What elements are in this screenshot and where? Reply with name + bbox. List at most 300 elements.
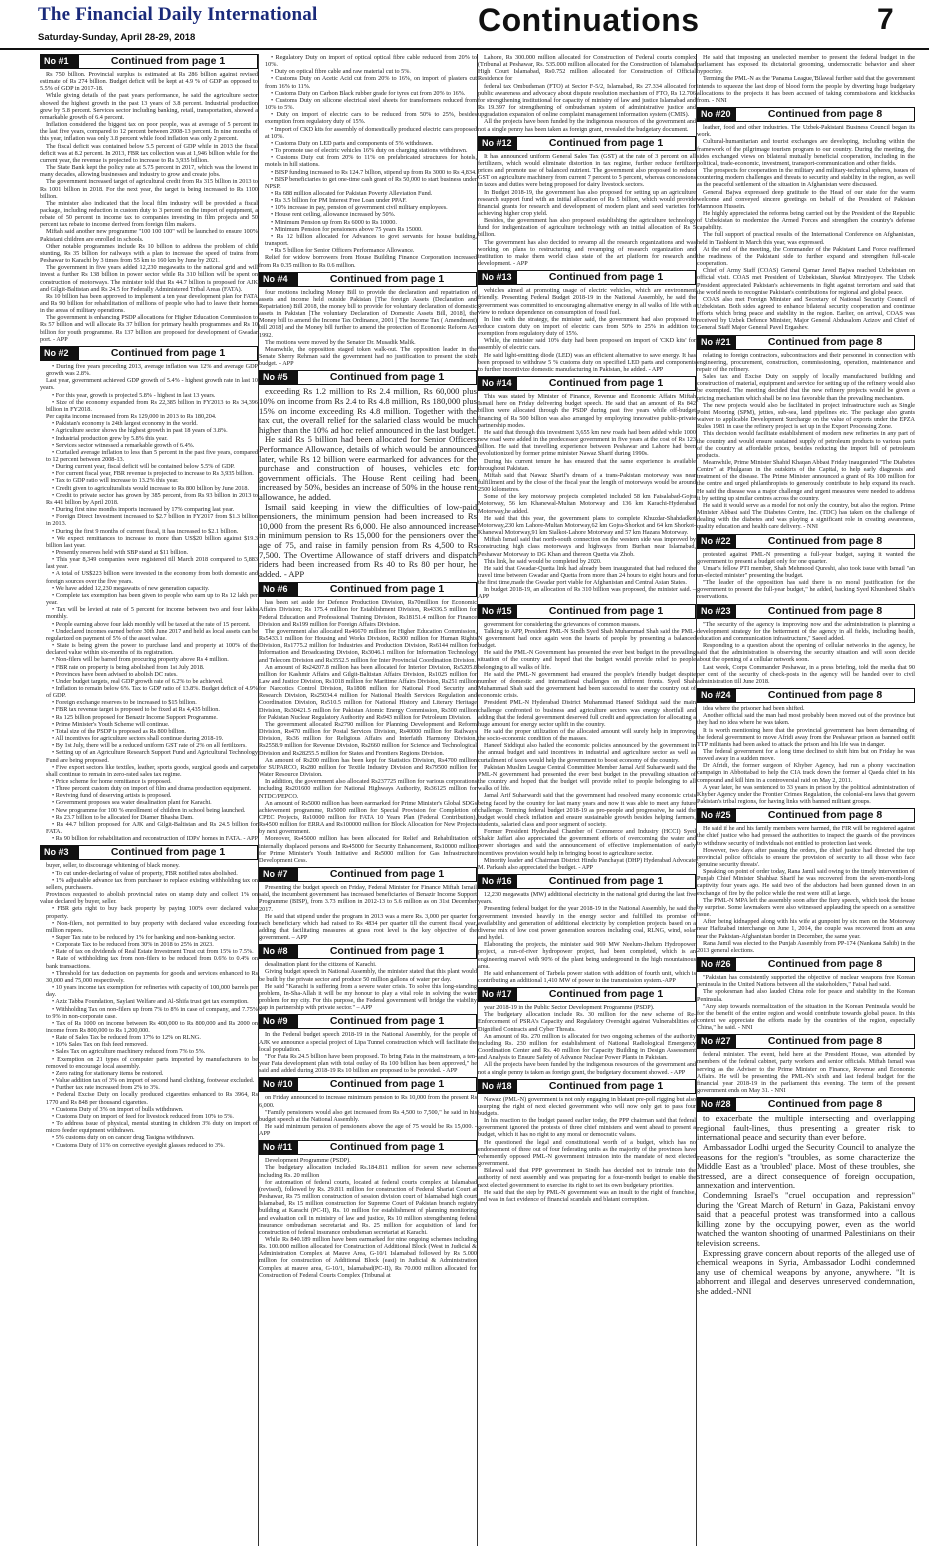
paragraph: • Customs Duty cut from 20% to 11% on prefabricated structures for hotels, motels in hill stations. [265,154,477,169]
paragraph: Elaborating the projects, the minister said 969 MW Neelum-Jhelum Hydropower project, a run-of-river hydropower project, had been completed, which is an engineering marvel with 90% of the plant being underground in the high mountainous area. [478,941,696,970]
story-body [259,289,477,368]
paragraph: • Foreign Direct Investment increased to $2.7 billion in FY2017 from $1.3 billion in 2013. [46,513,258,528]
continued-label: Continued from page 8 [767,1098,883,1111]
paragraph: Development Programme (PSDP). [265,1157,351,1165]
paragraph: He said enhancement of Tarbela power station with addition of fourth unit, which is contributing an additional 1,410 MW of power to the transmission system.-APP [478,969,696,984]
paragraph: Minority leader and Chairman District Hindu Panchayat (DHP) Hyderabad Advocate M. Parkash also appreciated the budget. - APP [478,856,696,871]
paragraph: • Total size of the PSDP is proposed as Rs 800 billion. [52,727,187,735]
story-header [478,270,696,285]
paragraph: • Sales Tax on agriculture machinery reduced from 7% to 5%. [52,1048,206,1056]
story [697,604,915,685]
paragraph: He said light-emitting diode (LED) was an efficient alternative to save energy. It has been proposed to withdraw 5 % customs duty on specified LED parts and components to further incentivize domestic manufacturing in Pakistan, he added. - APP [478,351,696,373]
story [697,107,915,332]
paragraph: At the end of the meeting, the Commander of the Pakistani Land Force reaffirmed the readiness of the Pakistani side to further expand and strengthen full-scale cooperation. [697,245,915,268]
story-body [40,71,258,343]
story [478,1079,696,1203]
story-body [40,862,258,1148]
paragraph: The PML-N MPA left the assembly soon after the fiery speech, which took the house by surprise. Some lawmakers were also witnessed applauding the speech on a sensitive issue. [697,896,915,919]
story [259,944,477,1011]
paragraph: The government allocated Rs2790 million for Planning Development and Reform Division, Rs470 million for Postal Services Division, Rs40000 million for Railways Division, Rs36 million for Religious Affairs and Interfaith Harmony Division, Rs2558.9 million for Revenue Division, Rs2660 million for Science and Technological Division and Rs28255.5 million for States and Frontiers Regions Division. [259,720,477,757]
paragraph: Chief of Army Staff (COAS) General Qamar Javed Bajwa reached Uzbekistan on official visit. COAS met President of Uzbekistan, Shavkat Mirziyoyev. The Uzbek President appreciated Pakistan's achievements in fight against terrorism and said that the world needs to recognise Pakistan's contributions for regional and global peace. [697,267,915,296]
story [259,1077,477,1137]
continued-label: Continued from page 8 [767,534,883,547]
paragraph: • Customs Duty of 3% on import of bulls withdrawn. [52,1105,184,1113]
continued-label: Continued from page 8 [767,689,883,702]
paragraph: Rana Jamil was elected to the Punjab Assembly from PP-174 (Nankana Sahib) in the 2013 general elections. [697,939,915,954]
story [259,54,477,269]
paragraph: • FBR rate on property is being abolished from 1st July 2018. [52,663,205,671]
paragraph: • Customs Duty on Acetic Acid cut from 20% to 16%, on import of plasters cut from 16% to 11%. [265,75,477,90]
paragraph: He said Rs 5 billion had been allocated for Senior Officers Performance Allowance, details of which would be announced later, while Rs 12 billion were earmarked for advances for the purchase and construction of houses, vehicles etc for government officials. The House Rent ceiling had been increased by 50%, besides an increase of 50% in the house rent allowance, he added. [259,434,477,502]
story [259,1014,477,1074]
story-body [697,705,915,805]
continued-label: Continued from page 1 [548,988,664,1001]
story [40,346,258,842]
story-body [478,393,696,601]
paragraph: • 10% increase in pay, pension of government civil military employees. [271,204,448,212]
paragraph: • Rs 5 billion for Senior Officers Performance Allowance. [271,247,415,255]
paragraph: He highly appreciated the reforms being carried out by the President of the Republic of Uzbekistan to modernize the Armed Forces and strengthen the country's defense capability. [697,209,915,232]
story-header [40,346,258,361]
paragraph: He questioned the legal and constitutional worth of a budget, which has no endorsement of three out of four federating units as the majority of the provinces have vehemently opposed PML-N government intrusion into the mandate of next elected government. [478,1138,696,1168]
story [697,1097,915,1296]
story-header [259,1014,477,1029]
paragraph: Haneef Siddiqui also hailed the economic policies announced by the government in the annual budget and said incentives in industrial and agriculture sector as well as curtailment of taxes would help the government to boost economy of the country. [478,742,696,764]
paragraph: • All incentives for agriculture sectors shall continue during 2018-19. [52,735,224,743]
paragraph: In addition, the government also allocated Rs237725 million for various corporations including Rs201600 million for National Highways Authority, Rs36125 million for NTDC/PEPCO. [259,778,477,800]
paragraph: • Price scheme for home remittance is proposed. [52,778,172,785]
paragraph: "The leader of the opposition has said there is no moral justification for the government to present the full-year budget," he added, backing Syed Khursheed Shah's reservations. [697,579,915,601]
paragraph: Meanwhile, Prime Minister Shahid Khaqan Abbasi Friday inaugurated "The Diabetes Centre" at Phulgaran in the outskirts of the Capital, to help early diagnosis and treatment of the disease. The Prime Minister announced a grant of Rs 100 million for the centre and urged philanthropists to generously contribute to help expand its reach. He said the disease was a major challenge and urgent measures were needed to address it by setting up similar centres across the country. [697,458,915,502]
paragraph: "Pakistan has consistently supported the objective of nuclear weapons free Korean peninsula in the United Nations between all the stakeholders," Faisal had said. [697,974,915,989]
story-header [478,874,696,889]
paragraph: An amount of Rs. 270 million is allocated for two ongoing schemes of the authority including Rs. 230 million for establishment of National Radiological Emergency Coordination Center and Rs. 40 million for Capacity Building in Design Assessment and Analysis to Ensure Safety of Advance Nuclear Power Plants in Pakistan. [478,1032,696,1062]
paragraph: buyer, seller, to discourage whitening of black money. [46,862,180,870]
story-header [697,335,915,350]
story-header [697,107,915,122]
story-body [259,599,477,864]
story-body [478,891,696,984]
story-header [697,1034,915,1049]
story-body [478,1096,696,1203]
paragraph: All the projects have been funded by the indigenous resources of the government and not a single penny has been taken as foreign grant, revealed the budgetary document. [478,118,696,133]
story-body [259,1157,477,1279]
story-number: No #1 [41,55,79,68]
paragraph: government for considering the grievances of common masses. [484,620,641,628]
paragraph: • Pakistan's economy is 24th largest economy in the world. [52,420,198,428]
paragraph: • Super Tax rate to be reduced by 1% for banking and non-banking sector. [52,933,236,941]
continued-label: Continued from page 8 [767,108,883,121]
story-body [259,1094,477,1137]
paragraph: Jamal Arif Suharwardi said that the government had resolved many economic crisis being faced by the country for last many years and now it was able to meet any future challenge. Terming federal budget 2018-19 as pro-people and progressive, he said the budget would check inflation and ensure sustainable growth besides helping farmers, students, salaried class and poor segment of society. [478,792,696,828]
paragraph: He said the PML-N Government has presented the ever best budget in the prevailing situation of the country and hoped that the budget would provide relief to people belonging to all walks of life. [478,649,696,671]
paragraph: • Withholding Tax on non-filers up from 7% to 8% in case of company, and 7.75% to 9% in non-corporate case. [46,1005,258,1020]
story-number: No #26 [698,958,736,971]
paragraph: He said that the step by PML-N government was an insult to the right of franchise, and was in fact evidence of financial scandals and blatant corruption. [478,1188,696,1203]
paper-date: Saturday-Sunday, April 28-29, 2018 [38,32,196,43]
continued-label: Continued from page 1 [548,604,664,617]
paragraph: • Foreign exchange reserves to be increased to $15 billion. [52,699,197,707]
paragraph: • Rs 125 billion proposed for Benazir Income Support Programme. [52,713,218,721]
paragraph: • Credit given to agriculturalists would increase to Rs 800 billion by June 2018. [52,484,250,492]
paragraph: • During current year, fiscal deficit will be contained below 5.5% of GDP. [52,463,235,471]
paragraph: The budgetary allocation included Rs.184.811 million for seven new schemes including Rs. 20 million [259,1164,477,1179]
story-number: No #12 [479,137,517,150]
paragraph: Sales tax and Excise Duty on supply of locally manufactured building and construction of material, equipment and service for setting up of the refinery would also be exempted. The meeting decided that the new refinery projects would be given a pricing mechanism which shall be no less favorable than the prevailing mechanism. [697,373,915,402]
paragraph: Another official said the man had most probably been moved out of the province but they had no idea where he was taken. [697,712,915,727]
paragraph: An amount of Rs5000 million has been earmarked for Prime Minister's Global SDGs achievement programme, Rs5000 million for Special Provision for Completion of CPEC Projects, Rs10000 million for FATA 10 Years Plan (Federal Contribution), Rs4500 million for ERRA and Rs100000 million for Block Allocation for New Projects by next government. [259,799,477,836]
continued-label: Continued from page 1 [329,1141,445,1154]
paragraph: He said the proper utilization of the allocated amount will surely help in improving the socio-economic condition of the masses. [478,727,696,743]
paragraph: • Customs Duty on import of feed for livestock reduced from 10% to 5%. [52,1112,234,1120]
continued-label: Continued from page 8 [767,1035,883,1048]
paragraph: In line with the strategy, the minister said, the government had also proposed to reduce custom duty on import of electric cars from 50% to 25% in addition to exemption from regulatory duty of 15%. [478,315,696,338]
paragraph: This link, he said would be completed by 2020. [484,557,602,565]
paragraph: He said "Karachi is suffering from a severe water crisis. To solve this long-standing problem, In-Sha-Allah it will be my honour to play a vital role in solving the water problem for my city. For this purpose, the Federal government will bridge the viability gap in partnership with private sector." – APP [259,982,477,1012]
paragraph: It has announced uniform General Sales Tax (GST) at the rate of 3 percent on all fertilizers, which would eliminate distortion in tax regime, further reduce fertilizer prices and promote use of balanced nutrient. The government also proposed to reduce GST on agriculture machinery from current 7 percent to 5 percent, whereas concessions in taxes and duties were being proposed for dairy livestock sectors. [478,152,696,189]
paragraph: Miftah said that Nawaz Sharif's dream of a trans-Pakistan motorway was near fulfillment and by the close of the fiscal year the length of motorways would be around 2500 kilometres. [478,471,696,494]
paragraph: The government in five years added 12,230 megawatts to the national grid and will invest a further Rs 138 billion in power sector while Rs 310 billion will be spent on construction of motorways. The minister told that Rs 44.7 billion is proposed for AJK and Gilgit-Baltistan and Rs 24.5 for Federally Administered Tribal Areas (FATA). [40,264,258,293]
paragraph: An amount of Rs24207.8 million has been allocated for Interior Division, Rs5205.8 million for Kashmir Affairs and Gilgit-Baltistan Affairs Division, Rs1025 million for Law and Justice Division, Rs1018 million for Maritime Affairs Division, Rs251 million for Narcotics Control Division, Rs1808 million for National Food Security and Research Division, Rs25034.4 million for National Health Services Regulation and Coordination Division, Rs510.5 million for National History and Literary Heritage Division, Rs30421.5 million for Pakistan Atomic Energy Commission, Rs300 million for Pakistan Nuclear Regulatory Authority and Rs943 million for Petroleum Division. [259,663,477,721]
paragraph: • Under budget targets, real GDP growth rate of 6.2% to be achieved. [52,677,224,685]
story-body [259,884,477,941]
story-number: No #21 [698,336,736,349]
continued-label: Continued from page 1 [548,377,664,390]
paragraph: • During the first 9 months of current fiscal, it has increased to $2.1 billion. [52,527,239,535]
paragraph: • Complete tax exemption has been given to people who earn up to Rs 12 lakh per year. [46,591,258,607]
paragraph: • We expect remittances to increase to more than US$20 billion against $19.3 billion last year. [46,534,258,549]
paragraph: The full support of practical results of the International Conference on Afghanistan, held in Tashkent in March this year, was expressed. [697,231,915,246]
paragraph: relating to foreign contractors, subcontractors and their personnel in connection with engineering, procurement, construction, commissioning, operation, maintenance and repair of the refinery. [697,351,915,373]
paragraph: While giving details of the past years performance, he said the agriculture sector showed the highest growth in the past 13 years of 3.8 percent. Industrial production grew by 5.8 percent. Services sector including banking, retail, transportation, showed a remarkable growth of 6.4 percent. [40,92,258,121]
story-body [697,1114,915,1296]
story-body [478,1004,696,1076]
paragraph: He said that this year, the government plans to complete Khuzdar-Shahdadkot Motorway,230 km Lahore-Multan Motorway,62 km Gojra-Shorkot and 64 km Shorkot-Khanewal Motorway,91 km Sialkot-Lahore Motorway and 57 km Hazara Motorway. [478,514,696,537]
paragraph: • We have added 12,230 megawatts of new generation capacity. [52,584,210,592]
paragraph: • Rate of withholding tax from non-filers to be reduced from 0.6% to 0.4% on bank transactions. [46,955,258,970]
paragraph: An amount of Rs200 million has been kept for Statistics Division, Rs4700 million for SUPARCO, Rs280 million for Textile Industry Division and Rs79500 million for Water Resource Division. [259,756,477,779]
paragraph: • Value addition tax of 3% on import of second hand clothing, footwear excluded. [52,1077,255,1085]
paragraph: "For Fata Rs 24.5 billion have been proposed. To bring Fata in the mainstream, a ten-year Fata development plan with total outlay of Rs 100 billion has been approved," he said and added during 2018-19 Rs 10 billion are proposed to be provided. - APP [259,1052,477,1075]
story [697,808,915,954]
story-number: No #16 [479,875,517,888]
paragraph: Presenting the budget speech on Friday, Federal Minister for Finance Miftah Ismail said, the incumbent government has increased beneficiaries of Benazir Income Support Programme (BISP), from 3.73 million in 2012-13 to 5.6 million as on 31st December 2017. [259,884,477,913]
story-number: No #10 [260,1078,298,1091]
paragraph: Last year, government achieved GDP growth of 5.4% - highest growth rate in last 10 years. [40,377,258,392]
paragraph: • Customs Duty of 11% on corrective eyesight glasses reduced to 3%. [52,1141,225,1149]
story-header [259,867,477,882]
story-number: No #22 [698,535,736,548]
story-number: No #24 [698,689,736,702]
paragraph: • Government proposes sea water desalination plant for Karachi. [52,799,212,807]
continued-label: Continued from page 8 [767,958,883,971]
paragraph: Ambassador Lodhi urged the Security Council to analyze the reasons for the region's "troubles, as some characterize the Middle East as a 'troubled' place. Most of these troubles, she stressed, are a direct consequence of foreign occupation, annexation and intervention. [697,1142,915,1191]
paragraph: • Rs 44.7 billion proposed for AJK and Gilgit-Baltistan and Rs 24.5 billion for FATA. [46,820,258,836]
story-number: No #7 [260,868,298,881]
column-3 [478,54,696,1546]
story-header [259,582,477,597]
story [478,270,696,373]
paragraph: federal minister. The event, held here at the President House, was attended by members of the federal cabinet, party workers and senior officials. Miftah Ismail was serving as the Adviser to the Prime Minister on Finance, Revenue and Economic Affairs. He will be presenting the PML-N's sixth and last federal budget for the financial year 2018-19 in the parliament this evening. The term of the present government ends on May 31. - NNI [697,1051,915,1095]
continued-label: Continued from page 1 [329,583,445,596]
column-4 [697,54,915,1546]
paragraph: Talking to APP, President PML-N Sindh Syed Shah Muhammad Shah said the PML-N government had once again won the hearts of people by presenting a balanced budget. [478,627,696,650]
paragraph: Expressing grave concern about reports of the alleged use of chemical weapons in Syria, Ambassador Lodhi condemned any use of chemical weapons by anyone, anywhere. "It is abhorrent and illegal and deserves unreserved condemnation, she added.-NNI [697,1247,915,1296]
paragraph: General Bajwa expressed deep gratitude to the Head of our state for the warm welcome and conveyed sincere greetings on behalf of the President of Pakistan Mamnoon Hussein. [697,188,915,210]
paragraph: Last week, Corps Commander Peshawar, in a press briefing, told the media that 90 per cent of the security of check-posts in the agency will be handed over to civil administration till June 2018. [697,663,915,685]
story-body [40,363,258,842]
story [478,136,696,268]
continued-label: Continued from page 1 [329,945,445,958]
paragraph: Moreover, Rs45000 million has been allocated for Relief and Rehabilitation of internally displaced persons and Rs45000 for Security Enhancement, Rs10000 million for Prime Minister's Youth Initiative and Rs5000 million for Gas Infrastructure Development Cess. [259,835,477,864]
paragraph: • Agriculture sector shows the highest growth in past 18 years of 3.8%. [52,427,228,435]
paragraph: • Minimum Pension up from Rs 6000 to Rs 10000. [271,218,397,226]
paragraph: During his current tenure he has ensured that the same experience is available throughout Pakistan. [478,457,696,472]
paragraph: • Inflation to remain below 6%. Tax to GDP ratio of 13.8%. Budget deficit of 4.9% of GDP. [46,684,258,700]
paragraph: • Non-filers will be barred from procuring property above Rs 4 million. [52,656,229,664]
paragraph: leather, food and other industries. The Uzbek-Pakistani Business Council began its work. [697,124,915,139]
story [478,604,696,871]
story-number: No #25 [698,809,736,822]
paragraph: Rs 10 billion has been approved to implement a ten year development plan for FATA and Rs 90 billion for rehabilitation of millions of people who had to leave their homes in the areas of military operations. [40,292,258,315]
paragraph: Nawaz (PML-N) government is not only engaging in blatant pre-poll rigging but also usurping the right of next elected government who will now only get to pass four budgets. [478,1095,696,1117]
paragraph: • 10% Sales Tax on fish feed removed. [52,1041,148,1049]
paragraph: • Rs 90 billion for rehabilitation and reconstruction of IDPs' homes in FATA. - APP [52,835,258,843]
section-title: Continuations [478,2,700,38]
story [259,867,477,941]
story [697,688,915,805]
paragraph: • New programme for 100 % enrollment of children in school being launched. [52,806,246,814]
paragraph: Presenting federal budget for the year 2018-19 in the National Assembly, he said the government invested heavily in the energy sector and fulfilled its promise of availability and generation of additional electricity by completion projects based on a diverse mix of low cost power generation sources including coal, RLNG, wind, solar and hydel. [478,905,696,942]
paragraph: While, the minister said 10% duty had been proposed on import of 'CKD kits' for assembly of electric cars. [478,337,696,352]
paragraph: • Tax to GDP ratio will increase to 13.2% this year. [52,477,179,485]
story-body [697,352,915,531]
paragraph: Per capita income increased from Rs 129,000 in 2013 to Rs 180,204. [46,413,217,421]
paragraph: • Services sector witnessed a remarkable growth of 6.4%. [52,441,195,449]
paragraph: • To address issue of physical, mental stunting in children 3% duty on import of micro feeder equipment withdrawn. [46,1120,258,1135]
paragraph: He said if he and his family members were harmed, the FIR will be registered against the chief justice who had pressed the authorities to inspect the guards of the provinces to withdraw security of individuals not entitled to protection last week. [697,825,915,847]
paragraph: The State Bank kept the policy rate at 5.75 percent in 2017, which was the lowest in many decades, allowing businesses and industry to grow and create jobs. [40,164,258,179]
paragraph: • Zero rating for stationary items be restored. [52,1069,164,1077]
story-body [697,621,915,685]
paragraph: Condemning Israel's "cruel occupation and repression" during the 'Great March of Return' in Gaza, Pakistani envoy said that a peaceful protest was transformed into a callous killing zone by the occupying power, even as the world watched the wanton shooting of unarmed Palestinians on their television screens. [697,1189,915,1248]
story-number: No #5 [260,371,298,384]
paragraph: The federal government for a long time declined to shift him but on Friday he was moved away in a sudden move. [697,747,915,763]
paragraph: • BISP funding increased to Rs 124.7 billion, stipend up from Rs 3000 to Rs 4,834. [271,168,477,176]
paragraph: • Threshold for tax deduction on payments for goods and services enhanced to Rs 30,000 and 75,000 respectively. [46,969,258,984]
paragraph: • For current fiscal year, FBR revenue is projected to increase to Rs 3,935 billion. [52,470,254,478]
continued-label: Continued from page 1 [548,1079,664,1092]
paragraph: • Duty on optical fibre cable and raw material cut to 5%. [271,68,411,76]
story-number: No #9 [260,1015,298,1028]
story-body [478,621,696,871]
story-header [697,957,915,972]
paragraph: • Credit to private sector has grown by 385 percent, from Rs 93 billion in 2013 to Rs 441 billion by April 2018. [46,491,258,506]
paragraph: In budget 2018-19, an allocation of Rs 310 billion was proposed, the minister said. – APP [478,586,696,601]
continued-label: Continued from page 1 [329,272,445,285]
continued-label: Continued from page 8 [767,335,883,348]
paragraph: The government also allocated Rs46670 million for Higher Education Commission, Rs5433.1 million for Housing and Works Division, Rs300 million for Human Rights Division, Rs1775.2 million for Industries and Production Division, Rs6144 million for Information and Broadcasting Division, Rs3046.1 million for Information Technology and Telecom Division and Rs3552.5 million for Inter Provincial Coordination Division. [259,627,477,664]
paragraph: Speaking on point of order today, Rana Jamil said owing to the timely intervention of Punjab Chief Minister Shahbaz Sharif he was recovered from the seven-month-long captivity four years ago. He said two of the abductors had been gunned down in an exchange of fire by the police while the rest were still at large. [697,868,915,897]
paragraph: Rs 750 billion. Provincial surplus is estimated at Rs 286 billion against revised estimate of Rs 274 billion. Budget deficit will be kept at 4.9 % of GDP as opposed to 5.5% of GDP in 2017-18. [40,71,258,93]
paragraph: • Non-filers, not permitted to buy property with declared value exceeding four million rupees. [46,919,258,934]
story-header [259,1077,477,1092]
story [259,272,477,368]
paragraph: 12,230 megawatts (MW) additional electricity in the national grid during the last five years. [478,891,696,906]
continued-label: Continued from page 1 [110,846,226,859]
paragraph: • Federal Excise Duty on locally produced cigarettes enhanced to Rs 3964, Rs 1770 and Rs 848 per thousand cigarettes. [46,1091,258,1106]
paragraph: • Minimum Pension for pensioners above 75 years Rs 15000. [271,225,423,233]
story-body [478,54,696,133]
paragraph: • Corporate Tax to be reduced from 30% in 2018 to 25% in 2023. [52,941,214,949]
paragraph: • Exemption on 21 types of computer parts imported by manufacturers to be removed to encourage local assembly. [46,1055,258,1070]
story-body [259,387,477,579]
story-header [697,808,915,823]
paragraph: The fiscal deficit was contained below 5.5 percent of GDP while in 2013 the fiscal deficit was at 8.2 percent. In 2013, FBR tax collection was at 1,946 billion while for the current year, the revenue is projected to increase to Rs 3,935 billion. [40,142,258,164]
paragraph: The prospects for cooperation in the military and military-technical spheres, issues of countering modern challenges and threats to security and stability in the region, as well as the peaceful settlement of the situation in Afghanistan were discussed. [697,167,915,189]
story-number: No #6 [260,583,298,596]
paragraph: • Rs 12 billion allocated for Advances to govt servants for house building, transport. [265,232,477,248]
story-number: No #14 [479,377,517,390]
story [697,957,915,1031]
paragraph: • Aziz Tabba Foundation, Saylani Welfare and Al-Shifa trust get tax exemption. [52,998,249,1006]
story-header [697,1097,915,1112]
paragraph: Cultural-humanitarian and tourist exchanges are developing, including within the framework of the pilgrimage tourism program to our country. During the meeting, the sides exchanged views on bilateral mutually beneficial cooperation, including in the political, trade-economic, investment, transport-communication and other fields. [697,138,915,167]
paragraph: • Further tax rate increased from 2% to 3%. [52,1084,160,1092]
story-header [40,845,258,860]
continued-label: Continued from page 1 [329,1078,445,1091]
paragraph: The new projects would also be facilitated in project infrastructure such as Single Point Mooring (SPM), jetties, sub-sea, land pipelines etc. The package also grants waiver to applicable Development Surcharge on the value of exports under the EPZA Rules 1981 in case the refinery project is set up in the Export Processing Zone. [697,401,915,431]
story [697,335,915,531]
paragraph: • Undeclared incomes earned before 30th June 2017 and held as local assets can be regularized on payment of 5% of the asset value. [46,627,258,642]
story [40,845,258,1148]
paragraph: Umar's fellow PTI member, Shah Mehmood Qureshi, also took issue with Ismail "an un-elected minister" presenting the budget. [697,564,915,579]
paragraph: Besides, the government has also proposed establishing the agriculture technology fund for indigenization of agriculture technology with an initial allocation of Rs 5 billion. [478,217,696,239]
paragraph: In Budget 2018-19, the government has also proposed for setting up an agriculture research support fund with an initial allocation of Rs 5 billion, which would provide financial grants for research and development of modern plant and seed varieties for achieving higher crop yield. [478,188,696,217]
story-body [697,124,915,332]
continued-label: Continued from page 1 [548,271,664,284]
paragraph: In his reaction to the budget passed earlier today, the PPP chairman said that federal government ignored the protests of three chief ministers and went ahead to present a budget, which it has no right to any moral or democratic values. [478,1117,696,1139]
story-number: No #4 [260,273,298,286]
paragraph: COAS also met Foreign Minister and Secretary of National Security Council of Uzbekistan. Both sides agreed to enhance bilateral security cooperation and continue efforts which bring peace and stability in the region. Earlier, on arrival, COAS was received by Uzbek Defence Minister, Major General Abdusalom Azizov and Chief of General Staff Major General Pavel Ergashev. [697,295,915,332]
paragraph: "Any step towards normalization of the situation in the Korean Peninsula would be for the benefit of the entire region and would contribute towards global peace. In this context we appreciate the efforts made by the countries of the region, especially China," he said. - NNI [697,1002,915,1032]
paragraph: Meanwhile, the opposition staged token walk-out. The opposition leader in the Senate Sherry Rehman said the government had no justification to present the sixth budget. - APP [259,345,477,368]
paragraph: • BISP beneficiaries to get one-time cash grant of Rs 50,000 to start business under NPSP. [265,175,477,190]
paragraph: The budgetary allocation include Rs. 30 million for the new scheme of Re-Enforcement of PSRA's Capacity and Regulatory Oversight against Vulnerabilities of Dignified Contracts and Cyber Threats. [478,1011,696,1033]
paragraph: four motions including Money Bill to provide the declaration and repatriation of assets and income held outside Pakistan [The foreign Assets (Declaration and Repatriation) Bill 2018, the money bill to provide for voluntary declaration of domestic assets in Pakistan [The voluntary Declaration of Domestic Assets Bill, 2018], the Money bill to amend the Income Tax Ordinance, 2001 [ The Income Tax ( Amendment) bill 2018] and the Money bill further to amend the protection of Economic Reform Act 1992. [259,288,477,339]
continued-label: Continued from page 8 [767,604,883,617]
story-header [697,604,915,619]
continued-label: Continued from page 1 [329,1015,445,1028]
paragraph: Miftah Ismail said that north-south connection on the western side was improved by constructing high class motorways and highways from Burhan near Islamabad, Peshawar Motorway to DG Khan and thereon Quetta via Zhob. [478,536,696,558]
story-header [478,604,696,619]
paragraph: • Customs Duty on silicone electrical steel sheets for transformers reduced from 10% to 5%. [265,96,477,112]
continued-label: Continued from page 1 [329,371,445,384]
paragraph: Former President Hyderabad Chamber of Commerce and Industry (HCCI) Syed Shakir Jaffari also appreciated the government efforts of overcoming the water and power shortages and said the announcement of effective implementation of early incentives provision would help in bringing boost to agriculture sector. [478,828,696,857]
paragraph: • Tax of Rs 1000 on income between Rs 400,000 to Rs 800,000 and Rs 2000 on income from Rs 800,000 to Rs 1,200,000. [46,1019,258,1034]
paragraph: Ismail said keeping in view the difficulties of low-paid pensioners, the minimum pension had been increased to Rs 10,000 from the present Rs 6,000. He also announced increase in minimum pension to Rs 15,000 for the pensioners over the age of 75, and raise in family pension from Rs 4,500 to Rs 7,500. The Overtime Allowance of staff drivers and dispatch riders had been increased from Rs 40 to Rs 80 per hour, he added. - APP [259,501,477,579]
continued-label: Continued from page 1 [110,55,226,67]
paragraph: The government is enhancing PSDP allocations for Higher Education Commission to Rs 57 billion and will allocate Rs 37 billion for primary health programmes and Rs 10 billion for youth programme. Rs 137 billion are proposed for development of Gwadar port. - APP [40,314,258,343]
paragraph: He said the PML-N government had ensured the people's friendly budget despite number of domestic and international challenges on different fronts. Syed Shah Muhammad Shah said the government had been successful to steer the country out of economic crisis. [478,670,696,700]
paragraph: He said that imposing an unelected member to present the federal budget in the parliament has exposed its dictatorial grooming, undemocratic behavior and sheer hypocrisy. [697,54,915,76]
paragraph: "The security of the agency is improving now and the administration is planning a development strategy for the betterment of the agency in all fields, including health, education and communication infrastructure," Saeed added. [697,620,915,642]
column-1 [40,54,258,1546]
paragraph: • This year 8,349 companies were registered till March 2018 compared to 5,883 last year. [46,556,258,571]
masthead [0,0,929,50]
paragraph: • Provinces have been advised to abolish DC rates. [52,670,178,678]
story-number: No #2 [41,347,79,360]
story-body [478,287,696,373]
story [259,370,477,579]
page-number: 7 [877,3,894,36]
paragraph: federal tax Ombudsman (FTO) at Sector F-5/2, Islamabad, Rs 27.334 allocated for public awareness and advocacy about dispute resolution mechanism of FTO, Rs 12.706 for strengthening institutional for capacity of ministry of law and justice Islamabad and Rs 19.397 for strengthening of ombudsman system of administrative justice and upgradation expansion of online complaint management information system (CMIS). [478,82,696,119]
paragraph: • Rs 23.7 billion to be allocated for Diamer Bhasha Dam. [52,813,194,821]
paragraph: • Size of the economy expanded from Rs 22,385 billion in FY2013 to Rs 34,396 billion in FY2018. [46,398,258,413]
paragraph: • Three percent custom duty on import of film and drama production equipment. [52,785,252,793]
paragraph: Terming the PML-N as the 'Panama League,'Bilawal further said that the government intends to squeeze the last drop of blood form the people by diverting huge budgetary allocations to the projects it has been accused of taking commissions and kickbacks from. - NNI [697,75,915,104]
paragraph: on Friday announced to increase minimum pension to Rs 10,000 from the present Rs 6,000. [259,1094,477,1109]
paragraph: Some of the key motorway projects completed included 58 km Faisalabad-Gojra Motorway, 56 km Khanewal-Multan Motorway and 136 km Karachi-Hyderabad Motorway,he added. [478,493,696,515]
paragraph: Relief for widow borrowers from House Building Finance Corporation increased from Rs 0.35 million to Rs 0.6 million. [259,254,477,269]
story [697,1034,915,1094]
story [40,54,258,343]
paragraph: • Five export sectors like textiles, leather, sports goods, surgical goods and carpets shall continue to remain in zero-rated sales tax regime. [46,763,258,778]
paragraph: After being kidnapped along with his wife at gunpoint by six men on the Motorway near Hafizabad interchange on June 1, 2014, the couple was recovered from an area near the Pakistan-Afghanistan border in December, the same year. [697,918,915,940]
paragraph: • FBR tax revenue target is proposed to be fixed at Rs 4,435 billion. [52,706,220,714]
continued-label: Continued from page 8 [767,809,883,822]
story [697,534,915,601]
paragraph: idea where the prisoner had been shifted. [703,705,805,713]
story-number: No #20 [698,108,736,121]
story-body [259,961,477,1011]
paragraph: The government increased target of agricultural credit from Rs 315 billion in 2013 to Rs 1001 billion in 2018. For the next year, the target is being increased to Rs 1100 billion. [40,178,258,200]
story-body [697,1051,915,1094]
paper-name: The Financial Daily International [38,4,318,25]
story-header [478,376,696,391]
paragraph: A year later, he was sentenced to 33 years in prison by the political administration of Khyber Agency under the Frontier Crimes Regulation, the colonial-era laws that govern Pakistan's tribal regions, for having links with banned militant groups. [697,783,915,806]
paragraph: • Duty on import of electric cars to be reduced from 50% to 25%, besides exemption from regulatory duty of 15%. [265,111,477,126]
paragraph: for automation of federal courts, located at federal courts complex at Islamabad (revised), followed by Rs. 29.811 million for construction of Federal Shariat Court at Peshawar, Rs 75 million construction of session division court of Islamabad high court Islamabad, Rs 15 million construction for Supreme Court of Pakistan branch registry building at Karachi (PC-II), Rs. 10 million for establishment of planning monitoring and evaluation cell in ministry of law and justice, Rs 10 million strengthening federal insurance ombudsman secretariat and Rs. 25 million for acquisition of land for construction of federal insurance ombudsman secretariat at Karachi. [259,1178,477,1236]
paragraph: He said it would serve as a model for not only the country, but also the region. Prime Minister Abbasi said The Diabetes Centre, Inc. (TDC) has taken on the challenge of dealing with the diabetes and was playing a significant role in creating awareness, quality education and health care delivery. - NNI [697,501,915,531]
story [478,987,696,1076]
story [259,582,477,864]
paragraph: • People earning above four lakh monthly will be taxed at the rate of 15 percent. [52,620,251,628]
paragraph: • Customs Duty on Carbon Black rubber grade for tyres cut from 20% to 16%. [271,89,466,97]
paragraph: Pakistan Muslim League Central Committee Member Jamal Arif Suharwardi said the PML-N government had presented the ever best budget in the prevailing situation of the country and hoped that the budget will provide relief to people belonging to all walks of life. [478,763,696,793]
paragraph: • For this year, growth is projected 5.8% - highest in last 13 years. [52,391,216,399]
story [478,376,696,601]
story-header [697,534,915,549]
paragraph: • 10 years income tax exemption for refineries with capacity of 100,000 barrels per day. [46,984,258,999]
story-number: No #18 [479,1080,517,1093]
story-body [697,551,915,601]
paragraph: • To cut under-declaring of value of property, FBR notified rates abolished. [52,869,238,877]
story-header [478,987,696,1002]
paragraph: • During first nine months imports increased by 17% comparing last year. [52,506,235,514]
column-2 [259,54,477,1546]
story-header [259,272,477,287]
story-header [40,54,258,69]
paragraph: Lahore, Rs 300.000 million allocated for Construction of Federal courts complex (Tribunal at Peshawar, Rs. 535.000 million allocated for the Construction of Islamabad High Court Islamabad, Rs0.752 million allocated for Construction of Official Residence for [478,54,696,83]
paragraph: He said that through this investment 3,655 km new roads had been added while 1000 new road were added in the predecessor government in five years at the cost of Rs 123 billion. He said that travelling experience between Peshawar and Lahore had been revolutionized by former prime minister Nawaz Sharif during 1990s. [478,428,696,458]
paragraph: • Rate of Sales Tax be reduced from 17% to 12% on RLNG. [52,1034,201,1042]
story-header [697,688,915,703]
story-body [478,153,696,268]
story-body [259,1031,477,1074]
story-number: No #28 [698,1098,736,1111]
continued-label: Continued from page 1 [548,136,664,149]
